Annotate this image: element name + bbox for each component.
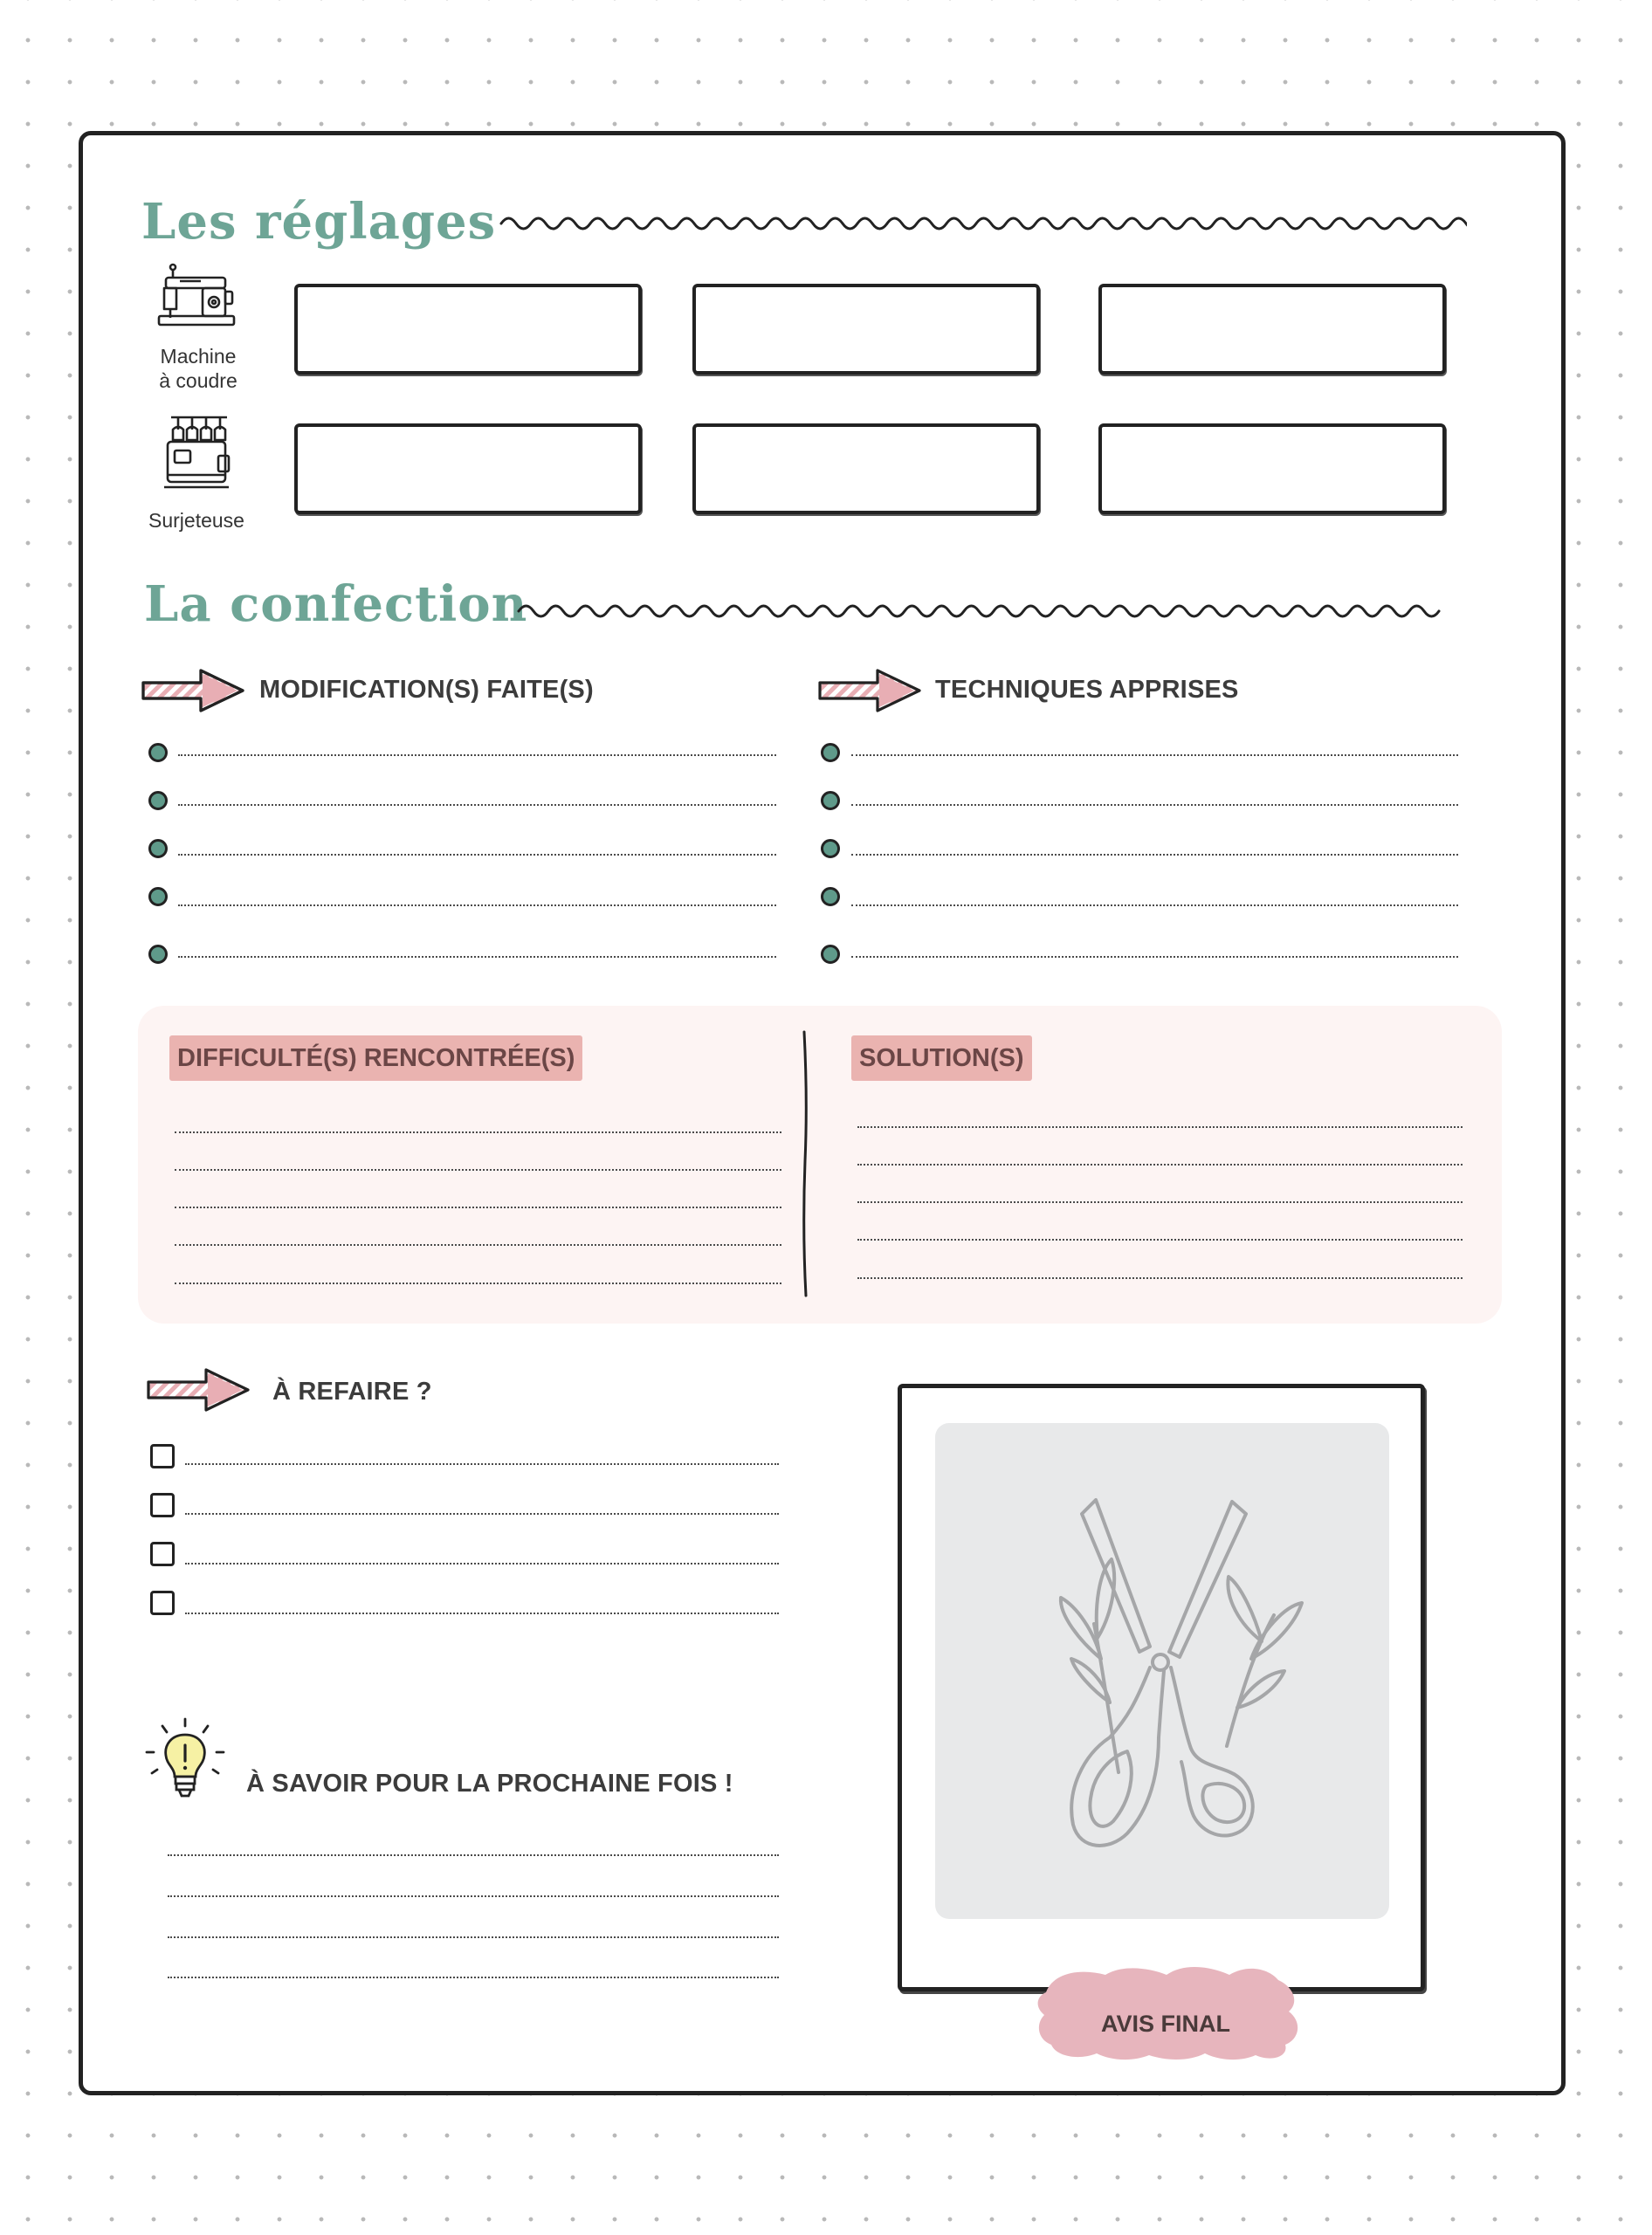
savoir-line[interactable] — [168, 1854, 779, 1856]
modifications-arrow-icon — [140, 665, 248, 716]
solution-line[interactable] — [857, 1201, 1463, 1203]
savoir-line[interactable] — [168, 1936, 779, 1938]
difficulty-tag: DIFFICULTÉ(S) RENCONTRÉE(S) — [169, 1035, 582, 1081]
modification-bullet — [148, 945, 168, 964]
photo-placeholder[interactable] — [935, 1423, 1389, 1919]
refaire-line[interactable] — [185, 1613, 779, 1614]
difficulty-line[interactable] — [175, 1244, 781, 1246]
technique-line[interactable] — [851, 754, 1458, 756]
refaire-heading: À REFAIRE ? — [272, 1378, 432, 1406]
modification-bullet — [148, 743, 168, 762]
refaire-line[interactable] — [185, 1463, 779, 1465]
reglages-wavy-divider — [499, 213, 1467, 234]
difficulty-line[interactable] — [175, 1169, 781, 1171]
serger-setting-box-1[interactable] — [294, 423, 642, 514]
technique-line[interactable] — [851, 904, 1458, 906]
solution-line[interactable] — [857, 1164, 1463, 1166]
techniques-arrow-icon — [816, 665, 925, 716]
technique-bullet — [821, 839, 840, 858]
savoir-line[interactable] — [168, 1977, 779, 1978]
refaire-arrow-icon — [145, 1365, 253, 1415]
refaire-checkbox[interactable] — [150, 1591, 175, 1615]
techniques-heading: TECHNIQUES APPRISES — [935, 676, 1239, 704]
modification-line[interactable] — [178, 854, 776, 856]
modification-bullet — [148, 791, 168, 810]
sewing-machine-icon — [154, 262, 241, 334]
technique-line[interactable] — [851, 956, 1458, 958]
modification-line[interactable] — [178, 754, 776, 756]
panel-divider — [800, 1030, 810, 1297]
modifications-heading: MODIFICATION(S) FAITE(S) — [259, 676, 594, 704]
refaire-line[interactable] — [185, 1513, 779, 1515]
lightbulb-icon — [140, 1716, 231, 1803]
surjeteuse-label: Surjeteuse — [148, 509, 244, 532]
modification-bullet — [148, 839, 168, 858]
machine-setting-box-2[interactable] — [692, 284, 1040, 375]
modification-line[interactable] — [178, 904, 776, 906]
avis-photo-frame[interactable] — [898, 1384, 1425, 1991]
solution-line[interactable] — [857, 1239, 1463, 1241]
confection-title: La confection — [144, 575, 528, 633]
savoir-line[interactable] — [168, 1895, 779, 1897]
serger-icon — [162, 410, 232, 494]
serger-setting-box-3[interactable] — [1098, 423, 1446, 514]
scissors-icon — [996, 1484, 1328, 1860]
technique-line[interactable] — [851, 804, 1458, 806]
technique-bullet — [821, 887, 840, 906]
solution-line[interactable] — [857, 1277, 1463, 1279]
refaire-checkbox[interactable] — [150, 1444, 175, 1468]
refaire-line[interactable] — [185, 1563, 779, 1564]
confection-wavy-divider — [517, 601, 1441, 622]
machine-a-coudre-label: Machine à coudre — [159, 345, 237, 392]
reglages-title: Les réglages — [141, 193, 497, 251]
difficulty-line[interactable] — [175, 1207, 781, 1208]
serger-setting-box-2[interactable] — [692, 423, 1040, 514]
difficulty-line[interactable] — [175, 1131, 781, 1133]
savoir-heading: À SAVOIR POUR LA PROCHAINE FOIS ! — [246, 1770, 733, 1798]
modification-line[interactable] — [178, 956, 776, 958]
machine-setting-box-3[interactable] — [1098, 284, 1446, 375]
modification-line[interactable] — [178, 804, 776, 806]
refaire-checkbox[interactable] — [150, 1542, 175, 1566]
technique-line[interactable] — [851, 854, 1458, 856]
technique-bullet — [821, 743, 840, 762]
difficulty-line[interactable] — [175, 1283, 781, 1284]
avis-final-label: AVIS FINAL — [1101, 2011, 1230, 2037]
modification-bullet — [148, 887, 168, 906]
technique-bullet — [821, 945, 840, 964]
solution-line[interactable] — [857, 1126, 1463, 1128]
refaire-checkbox[interactable] — [150, 1493, 175, 1517]
machine-setting-box-1[interactable] — [294, 284, 642, 375]
solution-tag: SOLUTION(S) — [851, 1035, 1032, 1081]
technique-bullet — [821, 791, 840, 810]
